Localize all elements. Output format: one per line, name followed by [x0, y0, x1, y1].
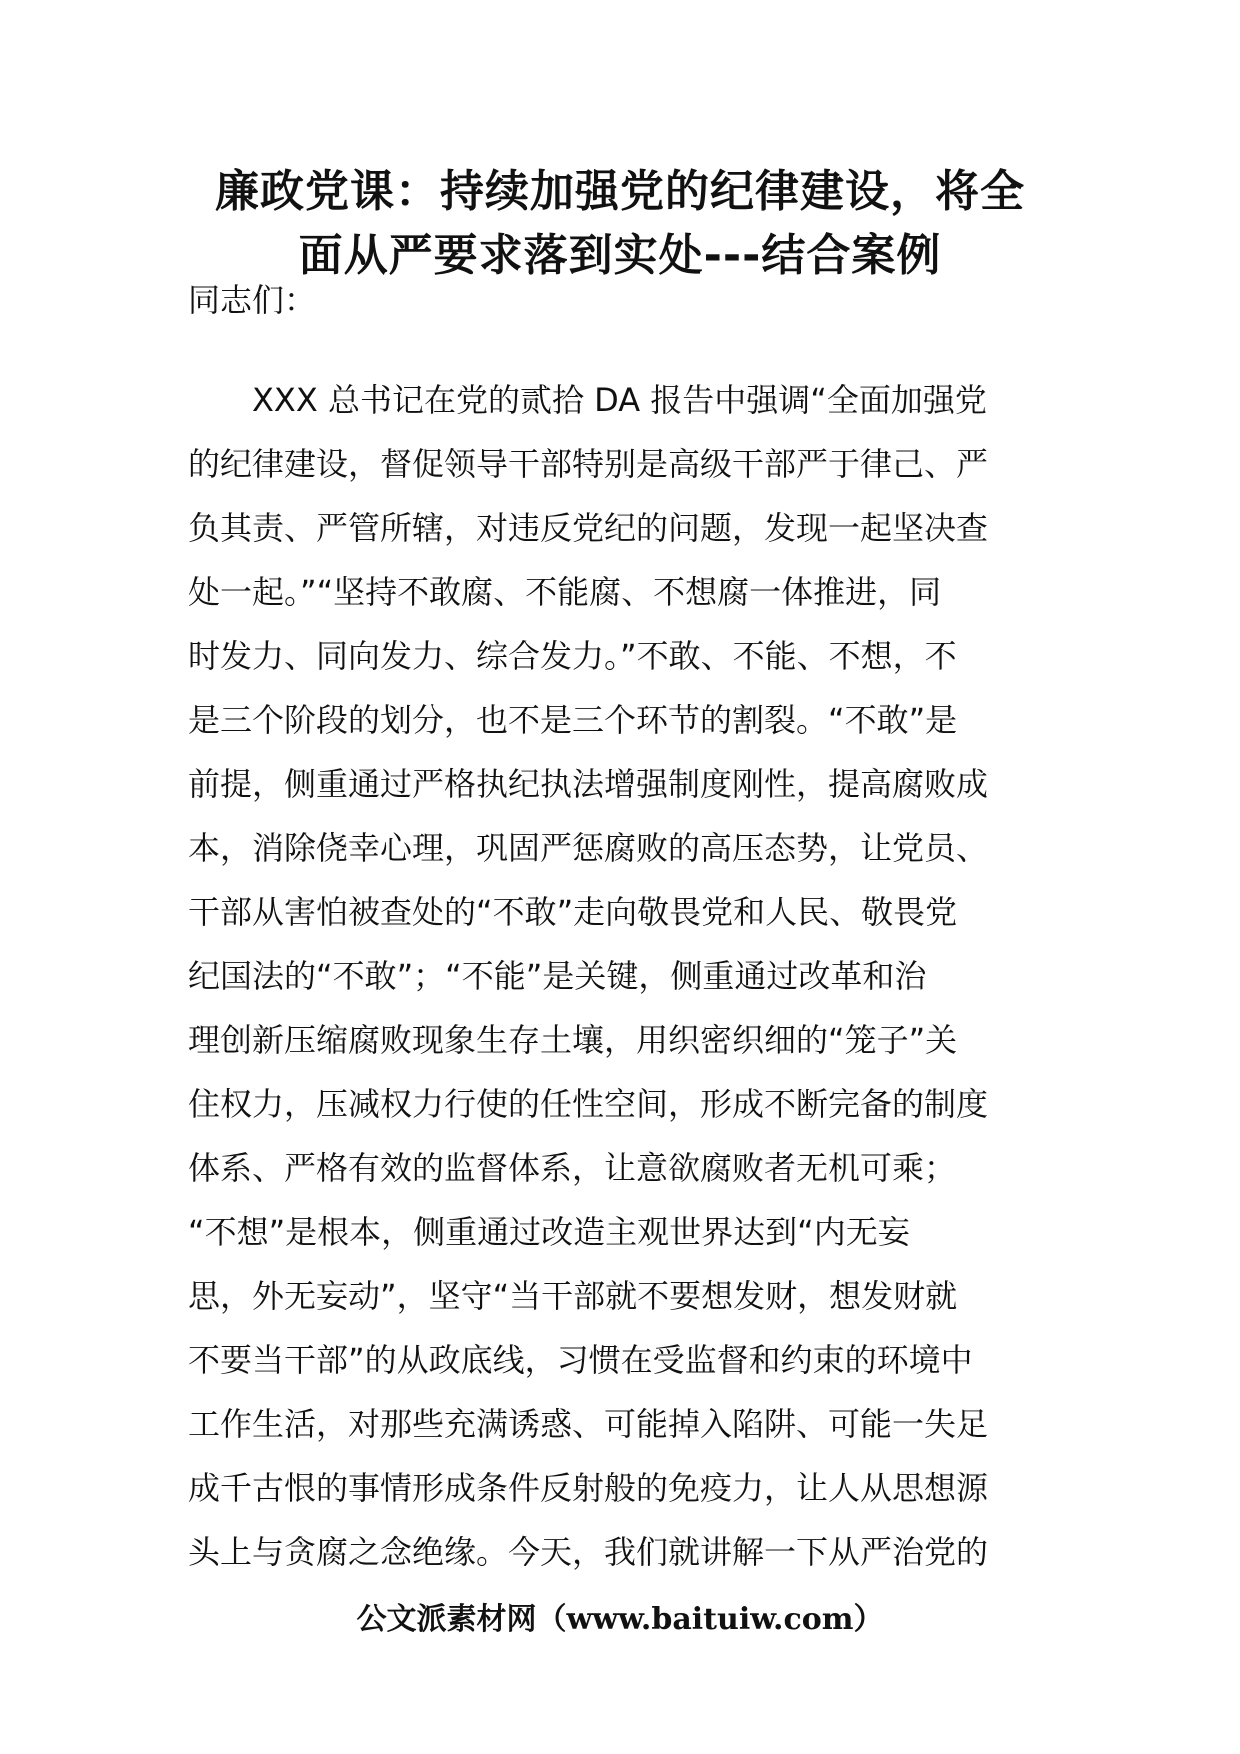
body-line: 负其责、严管所辖，对违反党纪的问题，发现一起坚决查	[188, 509, 989, 547]
document-title	[150, 160, 1090, 288]
body-line: 前提，侧重通过严格执纪执法增强制度刚性，提高腐败成	[188, 765, 989, 803]
body-line: 干部从害怕被查处的“不敢”走向敬畏党和人民、敬畏党	[188, 893, 958, 931]
body-line: 头上与贪腐之念绝缘。今天，我们就讲解一下从严治党的	[188, 1533, 989, 1571]
body-line: 体系、严格有效的监督体系，让意欲腐败者无机可乘；	[188, 1149, 957, 1187]
body-line: XXX 总书记在党的贰拾 DA 报告中强调“全面加强党	[252, 381, 987, 419]
body-line: 住权力，压减权力行使的任性空间，形成不断完备的制度	[188, 1085, 989, 1123]
body-line: 理创新压缩腐败现象生存土壤，用织密织细的“笼子”关	[188, 1021, 958, 1059]
body-line: 处一起。”“坚持不敢腐、不能腐、不想腐一体推进，同	[188, 573, 942, 611]
body-line: 本，消除侥幸心理，巩固严惩腐败的高压态势，让党员、	[188, 829, 989, 867]
body-line: 不要当干部”的从政底线，习惯在受监督和约束的环境中	[188, 1341, 973, 1379]
body-line: 的纪律建设，督促领导干部特别是高级干部严于律己、严	[188, 445, 989, 483]
body-line: 工作生活，对那些充满诱惑、可能掉入陷阱、可能一失足	[188, 1405, 989, 1443]
body-line: 纪国法的“不敢”；“不能”是关键，侧重通过改革和治	[188, 957, 927, 995]
body-line: 时发力、同向发力、综合发力。”不敢、不能、不想，不	[188, 637, 957, 675]
body-line: 思，外无妄动”，坚守“当干部就不要想发财，想发财就	[188, 1277, 958, 1315]
body-line: 是三个阶段的划分，也不是三个环节的割裂。“不敢”是	[188, 701, 958, 739]
title-line-2: 面从严要求落到实处---结合案例	[298, 230, 942, 281]
body-line: “不想”是根本，侧重通过改造主观世界达到“内无妄	[188, 1213, 910, 1251]
body-line: 成千古恨的事情形成条件反射般的免疫力，让人从思想源	[188, 1469, 989, 1507]
title-line-1: 廉政党课：持续加强党的纪律建设，将全	[215, 166, 1025, 217]
salutation: 同志们：	[188, 281, 317, 319]
body-paragraph	[188, 368, 1054, 1584]
footer-watermark-text: 公文派素材网（www.baituiw.com）	[356, 1602, 884, 1637]
